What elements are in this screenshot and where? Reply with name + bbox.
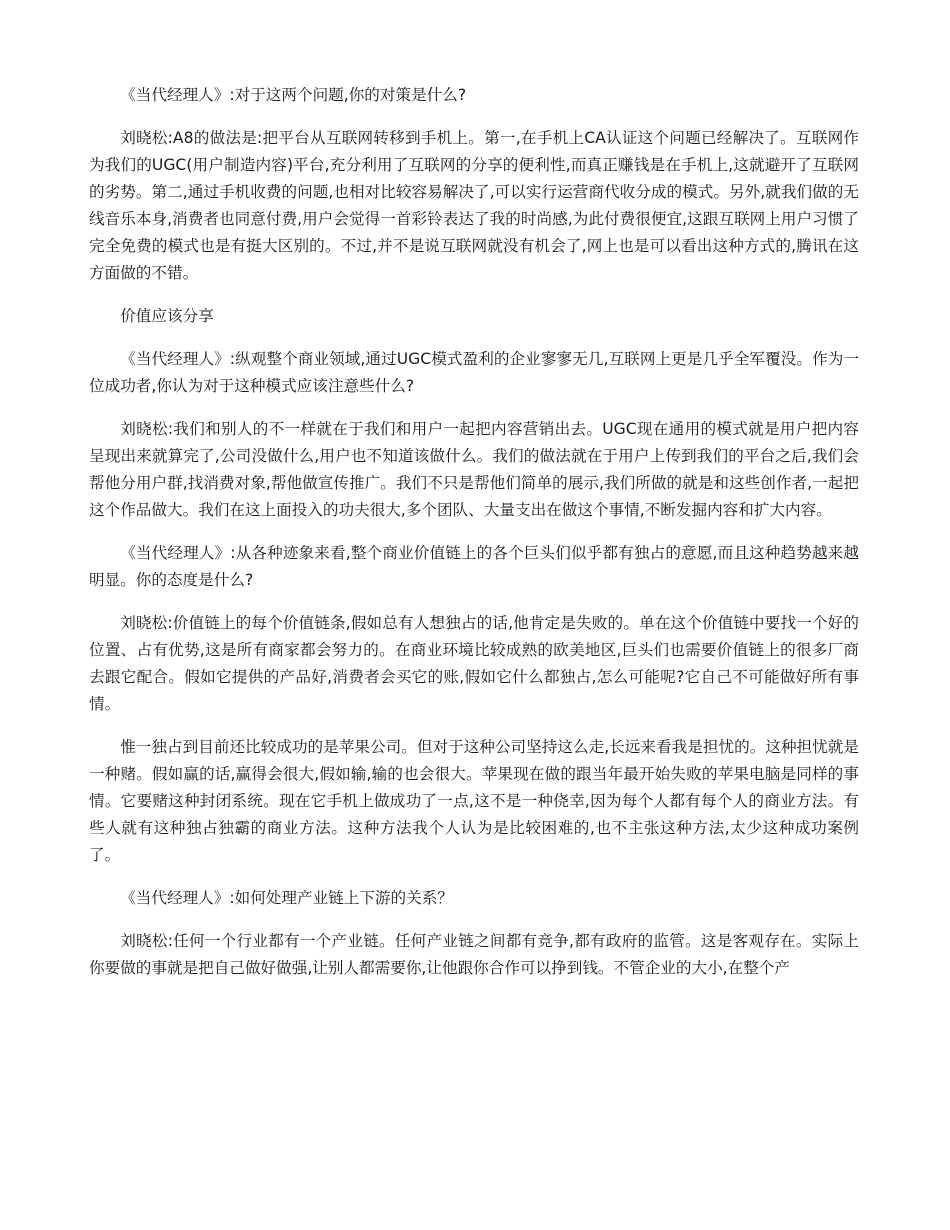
interview-answer-3: 刘晓松:价值链上的每个价值链条,假如总有人想独占的话,他肯定是失败的。单在这个价值链中要找一个好的位置、占有优势,这是所有商家都会努力的。在商业环境比较成熟的欧美地区,巨头们也需要价值链上的很多厂商去跟它配合。假如它提供的产品好,消费者会买它的账,假如它什么都独占,怎么可能呢?它自己不可能做好所有事情。 xyxy=(89,614,859,713)
interview-answer-4: 刘晓松:任何一个行业都有一个产业链。任何产业链之间都有竞争,都有政府的监管。这是客观存在。实际上你要做的事就是把自己做好做强,让别人都需要你,让他跟你合作可以挣到钱。不管企业的大小,在整个产 xyxy=(89,932,859,977)
interview-question-1: 《当代经理人》:对于这两个问题,你的对策是什么? xyxy=(120,86,467,104)
section-heading: 价值应该分享 xyxy=(120,307,214,325)
interview-question-2: 《当代经理人》:纵观整个商业领域,通过UGC模式盈利的企业寥寥无几,互联网上更是几乎全军覆没。作为一位成功者,你认为对于这种模式应该注意些什么? xyxy=(89,350,859,395)
document-page xyxy=(89,82,859,998)
interview-answer-3-continued: 惟一独占到目前还比较成功的是苹果公司。但对于这种公司坚持这么走,长远来看我是担忧的。这种担忧就是一种赌。假如赢的话,赢得会很大,假如输,输的也会很大。苹果现在做的跟当年最开始失败的苹果电脑是同样的事情。它要赌这种封闭系统。现在它手机上做成功了一点,这不是一种侥幸,因为每个人都有每个人的商业方法。有些人就有这种独占独霸的商业方法。这种方法我个人认为是比较困难的,也不主张这种方法,太少这种成功案例了。 xyxy=(89,738,859,864)
interview-question-4: 《当代经理人》:如何处理产业链上下游的关系？ xyxy=(120,889,453,907)
interview-question-3: 《当代经理人》:从各种迹象来看,整个商业价值链上的各个巨头们似乎都有独占的意愿,而且这种趋势越来越明显。你的态度是什么? xyxy=(89,544,859,589)
interview-answer-2: 刘晓松:我们和别人的不一样就在于我们和用户一起把内容营销出去。UGC现在通用的模式就是用户把内容呈现出来就算完了,公司没做什么,用户也不知道该做什么。我们的做法就在于用户上传到我们的平台之后,我们会帮他分用户群,找消费对象,帮他做宣传推广。我们不只是帮他们简单的展示,我们所做的就是和这些创作者,一起把这个作品做大。我们在这上面投入的功夫很大,多个团队、大量支出在做这个事情,不断发掘内容和扩大内容。 xyxy=(89,420,859,519)
interview-answer-1: 刘晓松:A8的做法是:把平台从互联网转移到手机上。第一,在手机上CA认证这个问题已经解决了。互联网作为我们的UGC(用户制造内容)平台,充分利用了互联网的分享的便利性,而真正赚钱是在手机上,这就避开了互联网的劣势。第二,通过手机收费的问题,也相对比较容易解决了,可以实行运营商代收分成的模式。另外,就我们做的无线音乐本身,消费者也同意付费,用户会觉得一首彩铃表达了我的时尚感,为此付费很便宜,这跟互联网上用户习惯了完全免费的模式也是有挺大区别的。不过,并不是说互联网就没有机会了,网上也是可以看出这种方式的,腾讯在这方面做的不错。 xyxy=(89,129,859,282)
